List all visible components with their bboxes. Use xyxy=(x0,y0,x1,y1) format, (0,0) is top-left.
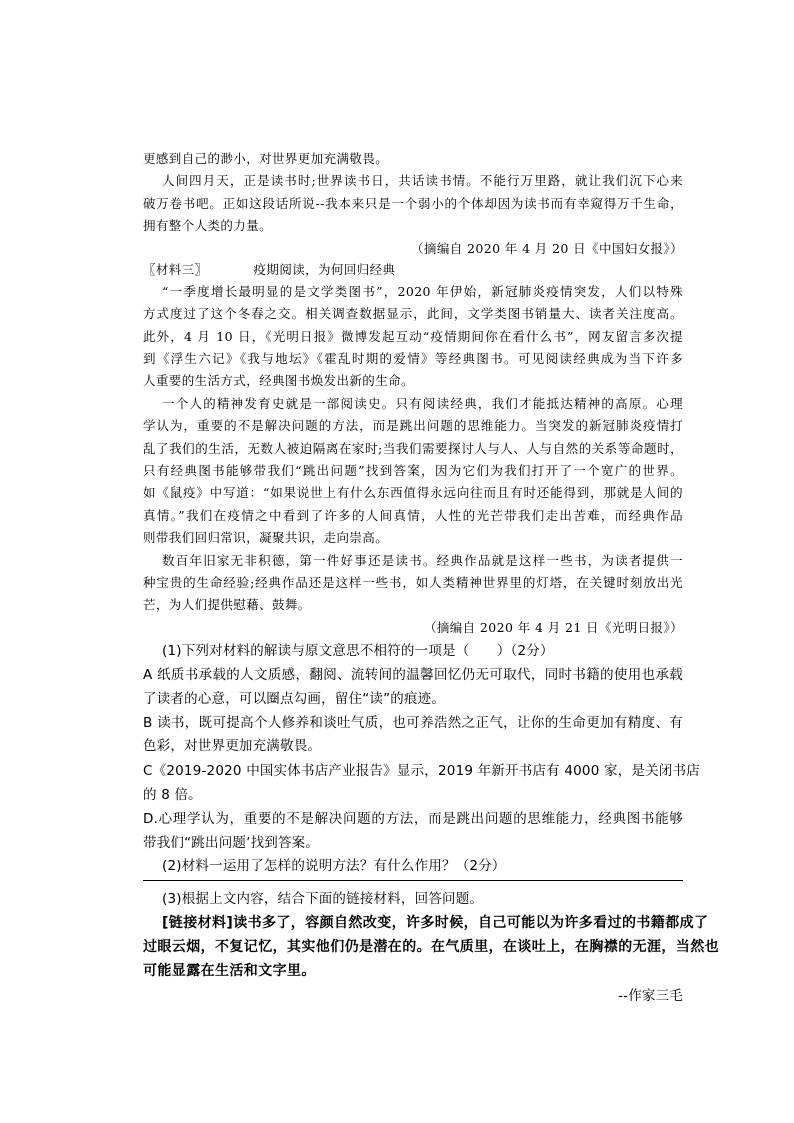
material-tag: 〖材料三〗 xyxy=(143,262,208,277)
source-citation: （摘编自 2020 年 4 月 20 日《中国妇女报》） xyxy=(411,241,683,256)
paragraph-line: 破万卷书吧。正如这段话所说--我本来只是一个弱小的个体却因为读书而有幸窥得万千生命， xyxy=(143,196,683,211)
paragraph-line: 方式度过了这个冬春之交。相关调查数据显示，此间，文学类图书销量大、读者关注度高。 xyxy=(143,306,683,321)
source-citation: （摘编自 2020 年 4 月 21 日《光明日报》） xyxy=(423,620,683,635)
link-material: [链接材料]读书多了，容颜自然改变，许多时候，自己可能以为许多看过的书籍都成了 xyxy=(162,915,709,931)
option-c: C《2019-2020 中国实体书店产业报告》显示，2019 年新开书店有 4000 家，是关闭书店 xyxy=(143,763,700,779)
answer-line xyxy=(143,880,683,881)
option-a-cont: 了读者的心意，可以圈点勾画，留住“读”的痕迹。 xyxy=(143,691,446,707)
paragraph-line: 只有经典图书能够带我们“跳出问题”找到答案，因为它们为我们打开了一个宽广的世界。 xyxy=(143,463,683,478)
paragraph-line: 拥有整个人类的力量。 xyxy=(143,218,273,233)
question-stem: (1)下列对材料的解读与原文意思不相符的一项是（ ）（2分） xyxy=(162,643,554,659)
link-material-line: 过眼云烟，不复记忆，其实他们仍是潜在的。在气质里，在谈吐上，在胸襟的无涯，当然也 xyxy=(143,939,719,955)
question-stem: (2)材料一运用了怎样的说明方法？有什么作用？（2分） xyxy=(162,858,506,874)
paragraph-line: 更感到自己的渺小，对世界更加充满敬畏。 xyxy=(143,151,389,166)
author-attribution: --作家三毛 xyxy=(618,988,683,1004)
option-a: A 纸质书承载的人文质感，翻阅、流转间的温馨回忆仍无可取代，同时书籍的使用也承载 xyxy=(143,667,683,683)
option-b-cont: 色彩，对世界更加充满敬畏。 xyxy=(143,738,322,754)
paragraph-line: 则带我们回归常识，凝聚共识，走向崇高。 xyxy=(143,530,389,545)
paragraph-line: 人间四月天，正是读书时;世界读书日，共话读书情。不能行万里路，就让我们沉下心来 xyxy=(162,173,683,188)
paragraph-line: “一季度增长最明显的是文学类图书”，2020 年伊始，新冠肺炎疫情突发，人们以特殊 xyxy=(162,284,683,299)
paragraph-line: 种宝贵的生命经验;经典作品还是这样一些书，如人类精神世界里的灯塔，在关键时刻放出光 xyxy=(143,575,683,590)
paragraph-line: 数百年旧家无非积德，第一件好事还是读书。经典作品就是这样一些书，为读者提供一 xyxy=(162,553,683,568)
paragraph-line: 人重要的生活方式，经典图书焕发出新的生命。 xyxy=(143,373,414,388)
paragraph-line: 此外，4 月 10 日，《光明日报》微博发起互动“疫情期间你在看什么书”，网友留言多次提 xyxy=(143,329,683,344)
paragraph-line: 学认为，重要的不是解决问题的方法，而是跳出问题的思维能力。当突发的新冠肺炎疫情打 xyxy=(143,418,683,433)
option-d: D.心理学认为，重要的不是解决问题的方法，而是跳出问题的思维能力，经典图书能够 xyxy=(143,811,683,827)
option-d-cont: 带我们“跳出问题’找到答案。 xyxy=(143,835,320,851)
material-title: 疫期阅读，为何回归经典 xyxy=(253,262,396,277)
question-stem: (3)根据上文内容，结合下面的链接材料，回答问题。 xyxy=(162,891,484,907)
material-heading xyxy=(143,259,683,281)
paragraph-line: 芒，为人们提供慰藉、鼓舞。 xyxy=(143,597,311,612)
paragraph-line: 乱了我们的生活，无数人被迫隔离在家时;当我们需要探讨人与人、人与自然的关系等命题时， xyxy=(143,441,683,456)
paragraph-line: 一个人的精神发育史就是一部阅读史。只有阅读经典，我们才能抵达精神的高原。心理 xyxy=(162,396,683,411)
option-c-cont: 的 8 倍。 xyxy=(143,787,202,803)
link-material-line: 可能显露在生活和文字里。 xyxy=(143,963,316,979)
paragraph-line: 真情。”我们在疫情之中看到了许多的人间真情，人性的光芒带我们走出苦难，而经典作品 xyxy=(143,508,683,523)
paragraph-line: 如《鼠疫》中写道：“如果说世上有什么东西值得永远向往而且有时还能得到，那就是人间的 xyxy=(143,485,683,500)
option-b: B 读书，既可提高个人修养和谈吐气质，也可养浩然之正气，让你的生命更加有精度、有 xyxy=(143,715,683,731)
paragraph-line: 到《浮生六记》《我与地坛》《霍乱时期的爱情》等经典图书。可见阅读经典成为当下许多 xyxy=(143,351,683,366)
